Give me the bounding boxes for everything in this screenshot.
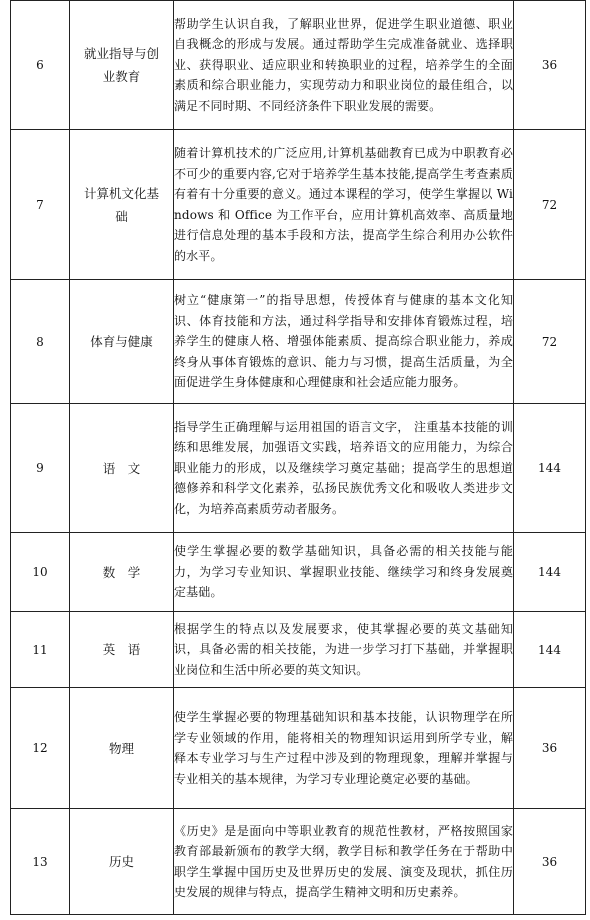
row-number: 8 xyxy=(11,280,70,404)
table-row xyxy=(11,809,586,915)
course-name xyxy=(70,1,174,130)
course-name-text: 历史 xyxy=(108,854,134,869)
course-description: 根据学生的特点以及发展要求，使其掌握必要的英文基础知识，具备必需的相关技能，为进一步学习打下基础，并掌握职业岗位和生活中所必要的英文知识。 xyxy=(174,612,514,688)
course-description: 使学生掌握必要的数学基础知识，具备必需的相关技能与能力，为学习专业知识、掌握职业技能、继续学习和终身发展奠定基础。 xyxy=(174,533,514,612)
course-description: 指导学生正确理解与运用祖国的语言文字， 注重基本技能的训练和思维发展，加强语文实践，培养语文的应用能力，为综合职业能力的形成，以及继续学习奠定基础；提高学生的思想道德修养和科学文化素养，弘扬民族优秀文化和吸收人类进步文化，为培养高素质劳动者服务。 xyxy=(174,404,514,533)
table-row xyxy=(11,130,586,280)
course-name-text: 就业指导与创业教育 xyxy=(83,46,159,84)
course-name-text: 英 语 xyxy=(102,642,141,657)
course-description: 《历史》是是面向中等职业教育的规范性教材，严格按照国家教育部最新颁布的教学大纲，教学目标和教学任务在于帮助中职学生掌握中国历史及世界历史的发展、演变及现状，抓住历史发展的规律与特点，提高学生精神文明和历史素养。 xyxy=(174,809,514,915)
course-hours: 144 xyxy=(514,404,586,533)
course-description: 随着计算机技术的广泛应用,计算机基础教育已成为中职教育必不可少的重要内容,它对于培养学生基本技能,提高学生考查素质有着有十分重要的意义。通过本课程的学习，使学生掌握以 Windows 和 Office 为工作平台，应用计算机高效率、高质量地进行信息处理的基本手段和方法，提高学生综合利用办公软件的水平。 xyxy=(174,130,514,280)
row-number: 6 xyxy=(11,1,70,130)
course-name xyxy=(70,809,174,915)
row-number: 9 xyxy=(11,404,70,533)
course-name xyxy=(70,130,174,280)
course-table xyxy=(10,0,586,915)
course-hours: 36 xyxy=(514,688,586,809)
course-hours: 36 xyxy=(514,1,586,130)
table-row xyxy=(11,533,586,612)
course-name xyxy=(70,280,174,404)
row-number: 11 xyxy=(11,612,70,688)
course-hours: 72 xyxy=(514,130,586,280)
course-name-text: 体育与健康 xyxy=(90,334,153,349)
course-description: 帮助学生认识自我，了解职业世界，促进学生职业道德、职业自我概念的形成与发展。通过帮助学生完成准备就业、选择职业、获得职业、适应职业和转换职业的过程，培养学生的全面素质和综合职业能力，实现劳动力和职业岗位的最佳组合，以满足不同时期、不同经济条件下职业发展的需要。 xyxy=(174,1,514,130)
table-row xyxy=(11,612,586,688)
course-name-text: 计算机文化基础 xyxy=(83,185,159,224)
row-number: 7 xyxy=(11,130,70,280)
course-description: 树立“健康第一”的指导思想，传授体育与健康的基本文化知识、体育技能和方法，通过科学指导和安排体育锻炼过程，培养学生的健康人格、增强体能素质、提高综合职业能力，养成终身从事体育锻炼的意识、能力与习惯，提高生活质量，为全面促进学生身体健康和心理健康和社会适应能力服务。 xyxy=(174,280,514,404)
course-name-text: 语 文 xyxy=(102,460,141,476)
row-number: 10 xyxy=(11,533,70,612)
row-number: 13 xyxy=(11,809,70,915)
course-hours: 72 xyxy=(514,280,586,404)
table-row xyxy=(11,280,586,404)
course-hours: 144 xyxy=(514,612,586,688)
course-name xyxy=(70,688,174,809)
course-name xyxy=(70,612,174,688)
course-description: 使学生掌握必要的物理基础知识和基本技能，认识物理学在所学专业领域的作用，能将相关的物理知识运用到所学专业，解释本专业学习与生产过程中涉及到的物理现象，理解并掌握与专业相关的基本规律，为学习专业理论奠定必要的基础。 xyxy=(174,688,514,809)
course-name-text: 数 学 xyxy=(102,564,141,580)
course-name-text: 物理 xyxy=(108,740,134,756)
table-row xyxy=(11,1,586,130)
table-row xyxy=(11,404,586,533)
course-hours: 36 xyxy=(514,809,586,915)
course-name xyxy=(70,404,174,533)
table-row xyxy=(11,688,586,809)
row-number: 12 xyxy=(11,688,70,809)
course-hours: 144 xyxy=(514,533,586,612)
course-name xyxy=(70,533,174,612)
